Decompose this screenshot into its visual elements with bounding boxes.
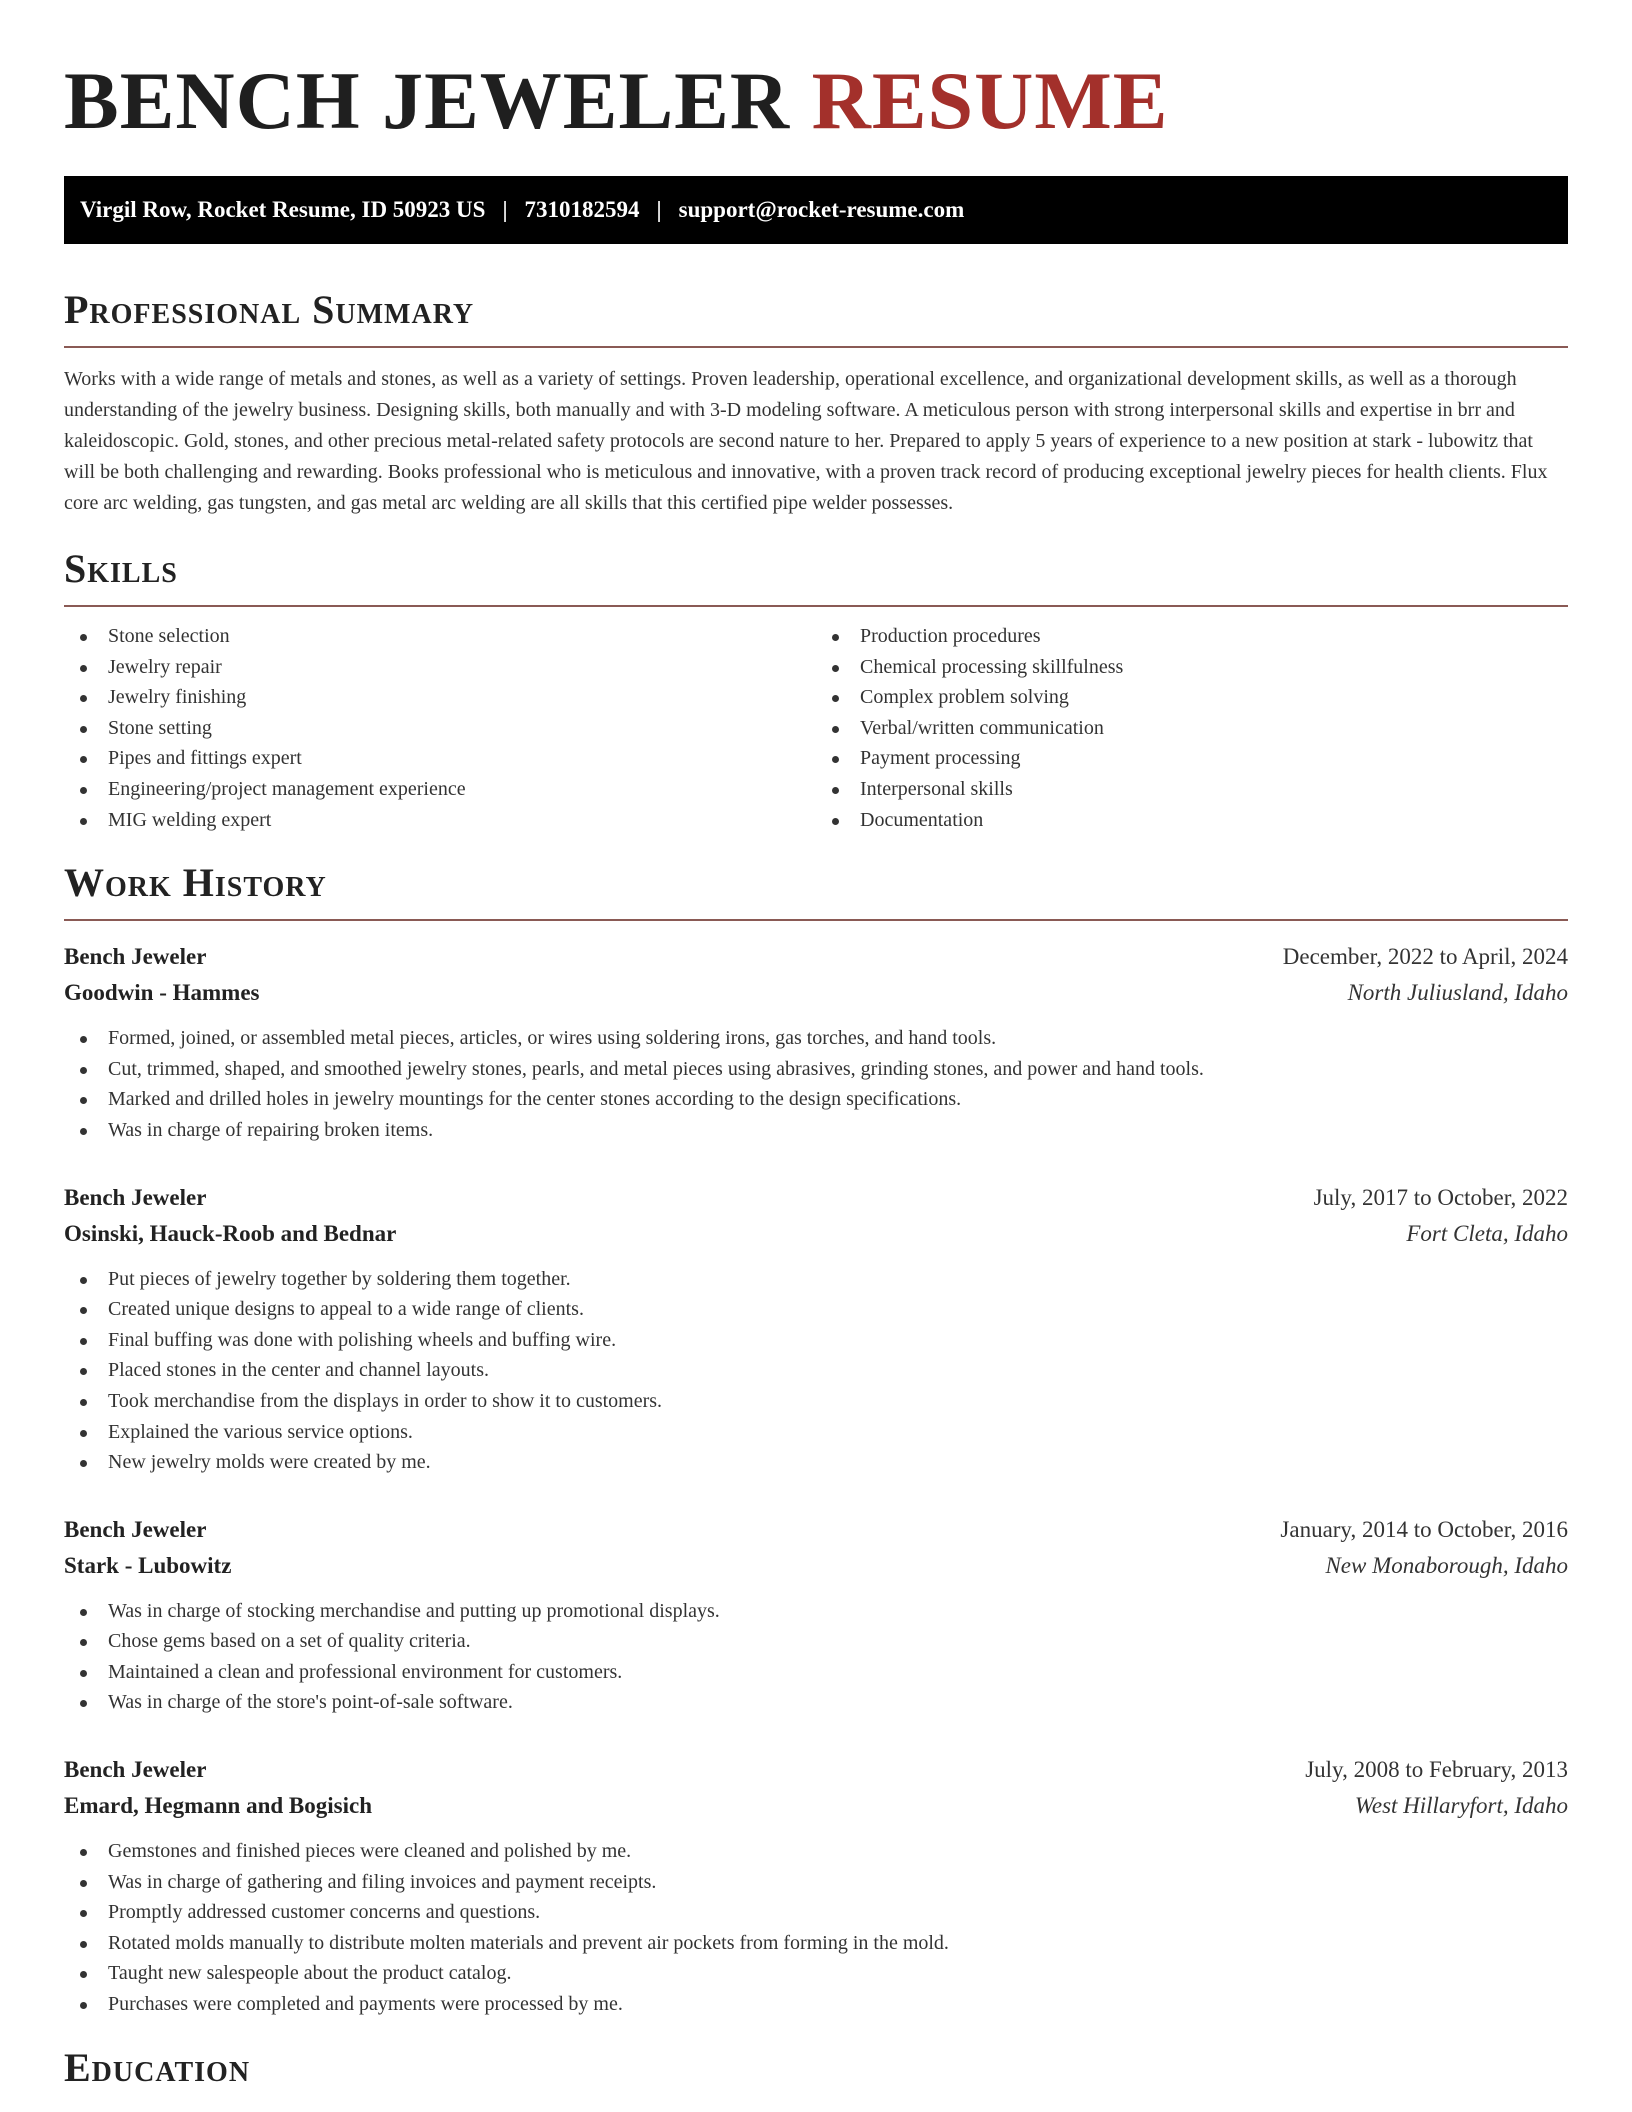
- job-duties: [64, 1836, 1568, 2020]
- section-title-education: Education: [64, 2044, 251, 2090]
- section-divider: [64, 605, 1568, 607]
- section-title-skills: Skills: [64, 546, 178, 591]
- job-duty: Formed, joined, or assembled metal pieces, articles, or wires using soldering irons, gas torches, and hand tools.: [64, 1023, 1568, 1054]
- skill-item: Stone selection: [64, 621, 816, 652]
- skill-item: Production procedures: [816, 621, 1568, 652]
- job-location: West Hillaryfort, Idaho: [1354, 1793, 1568, 1819]
- section-divider: [64, 346, 1568, 348]
- skill-item: Chemical processing skillfulness: [816, 652, 1568, 683]
- skills-column-right: [816, 621, 1568, 835]
- job-duty: Gemstones and finished pieces were cleaned and polished by me.: [64, 1836, 1568, 1867]
- job-header-row: [64, 939, 1568, 975]
- contact-email[interactable]: support@rocket-resume.com: [678, 197, 965, 222]
- job-duty: Rotated molds manually to distribute molten materials and prevent air pockets from forming in the mold.: [64, 1928, 1568, 1959]
- job-duty: New jewelry molds were created by me.: [64, 1447, 1568, 1478]
- resume-title: [64, 0, 1568, 146]
- job-entry: [64, 939, 1568, 1145]
- job-duty: Explained the various service options.: [64, 1417, 1568, 1448]
- job-header-row: [64, 1512, 1568, 1548]
- job-entry: [64, 1752, 1568, 2020]
- section-title-summary: Professional Summary: [64, 287, 475, 332]
- job-duty: Chose gems based on a set of quality criteria.: [64, 1626, 1568, 1657]
- job-company-row: [64, 1548, 1568, 1584]
- skill-item: Jewelry repair: [64, 652, 816, 683]
- job-duty: Was in charge of repairing broken items.: [64, 1115, 1568, 1146]
- skill-item: Payment processing: [816, 743, 1568, 774]
- job-title: Bench Jeweler: [64, 1516, 207, 1542]
- job-company-row: [64, 1216, 1568, 1252]
- job-location: North Juliusland, Idaho: [1347, 980, 1568, 1006]
- job-duty: Marked and drilled holes in jewelry mountings for the center stones according to the design specifications.: [64, 1084, 1568, 1115]
- contact-address: Virgil Row, Rocket Resume, ID 50923 US: [80, 197, 486, 222]
- job-company: Emard, Hegmann and Bogisich: [64, 1793, 372, 1819]
- contact-separator: |: [502, 197, 508, 222]
- job-duty: Was in charge of stocking merchandise and putting up promotional displays.: [64, 1596, 1568, 1627]
- job-entry: [64, 1512, 1568, 1718]
- job-duty: Purchases were completed and payments were processed by me.: [64, 1989, 1568, 2020]
- job-company-row: [64, 1788, 1568, 1824]
- skills-list: [64, 621, 1568, 835]
- job-duty: Was in charge of the store's point-of-sale software.: [64, 1687, 1568, 1718]
- job-location: Fort Cleta, Idaho: [1406, 1220, 1568, 1246]
- skills-column-left: [64, 621, 816, 835]
- job-dates: July, 2017 to October, 2022: [1313, 1184, 1568, 1210]
- skill-item: Engineering/project management experience: [64, 774, 816, 805]
- job-dates: January, 2014 to October, 2016: [1280, 1516, 1568, 1542]
- job-entry: [64, 1180, 1568, 1478]
- skill-item: Jewelry finishing: [64, 682, 816, 713]
- job-duty: Promptly addressed customer concerns and questions.: [64, 1897, 1568, 1928]
- contact-phone: 7310182594: [524, 197, 640, 222]
- job-duty: Took merchandise from the displays in order to show it to customers.: [64, 1386, 1568, 1417]
- skill-item: Interpersonal skills: [816, 774, 1568, 805]
- job-title: Bench Jeweler: [64, 1184, 207, 1210]
- job-duty: Was in charge of gathering and filing invoices and payment receipts.: [64, 1867, 1568, 1898]
- job-duties: [64, 1596, 1568, 1718]
- job-dates: July, 2008 to February, 2013: [1305, 1757, 1568, 1783]
- job-duties: [64, 1264, 1568, 1478]
- skill-item: Stone setting: [64, 713, 816, 744]
- contact-bar: [64, 176, 1568, 244]
- section-title-work-history: Work History: [64, 860, 327, 906]
- skill-item: Verbal/written communication: [816, 713, 1568, 744]
- job-duty: Maintained a clean and professional environment for customers.: [64, 1657, 1568, 1688]
- skill-item: Documentation: [816, 805, 1568, 836]
- job-duties: [64, 1023, 1568, 1145]
- job-header-row: [64, 1180, 1568, 1216]
- job-duty: Created unique designs to appeal to a wide range of clients.: [64, 1294, 1568, 1325]
- job-duty: Taught new salespeople about the product catalog.: [64, 1958, 1568, 1989]
- title-accent: RESUME: [811, 55, 1169, 146]
- job-title: Bench Jeweler: [64, 1757, 207, 1783]
- summary-text: Works with a wide range of metals and stones, as well as a variety of settings. Proven leadership, operational excellence, and organizational development skills, as well as a thorough understanding of the jewelry business. Designing skills, both manually and with 3-D modeling software. A meticulous person with strong interpersonal skills and expertise in brr and kaleidoscopic. Gold, stones, and other precious metal-related safety protocols are second nature to her. Prepared to apply 5 years of experience to a new position at stark - lubowitz that will be both challenging and rewarding. Books professional who is meticulous and innovative, with a proven track record of producing exceptional jewelry pieces for health clients. Flux core arc welding, gas tungsten, and gas metal arc welding are all skills that this certified pipe welder possesses.: [64, 368, 1548, 514]
- job-title: Bench Jeweler: [64, 944, 207, 970]
- job-header-row: [64, 1752, 1568, 1788]
- contact-separator: |: [656, 197, 662, 222]
- title-main: BENCH JEWELER: [64, 55, 791, 146]
- job-company-row: [64, 975, 1568, 1011]
- section-divider: [64, 919, 1568, 921]
- skill-item: Pipes and fittings expert: [64, 743, 816, 774]
- job-company: Osinski, Hauck-Roob and Bednar: [64, 1220, 397, 1246]
- skill-item: Complex problem solving: [816, 682, 1568, 713]
- job-company: Stark - Lubowitz: [64, 1552, 232, 1578]
- job-duty: Put pieces of jewelry together by soldering them together.: [64, 1264, 1568, 1295]
- job-company: Goodwin - Hammes: [64, 980, 260, 1006]
- job-duty: Final buffing was done with polishing wheels and buffing wire.: [64, 1325, 1568, 1356]
- job-duty: Cut, trimmed, shaped, and smoothed jewelry stones, pearls, and metal pieces using abrasives, grinding stones, and power and hand tools.: [64, 1054, 1568, 1085]
- job-duty: Placed stones in the center and channel layouts.: [64, 1355, 1568, 1386]
- job-location: New Monaborough, Idaho: [1325, 1552, 1568, 1578]
- job-dates: December, 2022 to April, 2024: [1282, 944, 1568, 970]
- skill-item: MIG welding expert: [64, 805, 816, 836]
